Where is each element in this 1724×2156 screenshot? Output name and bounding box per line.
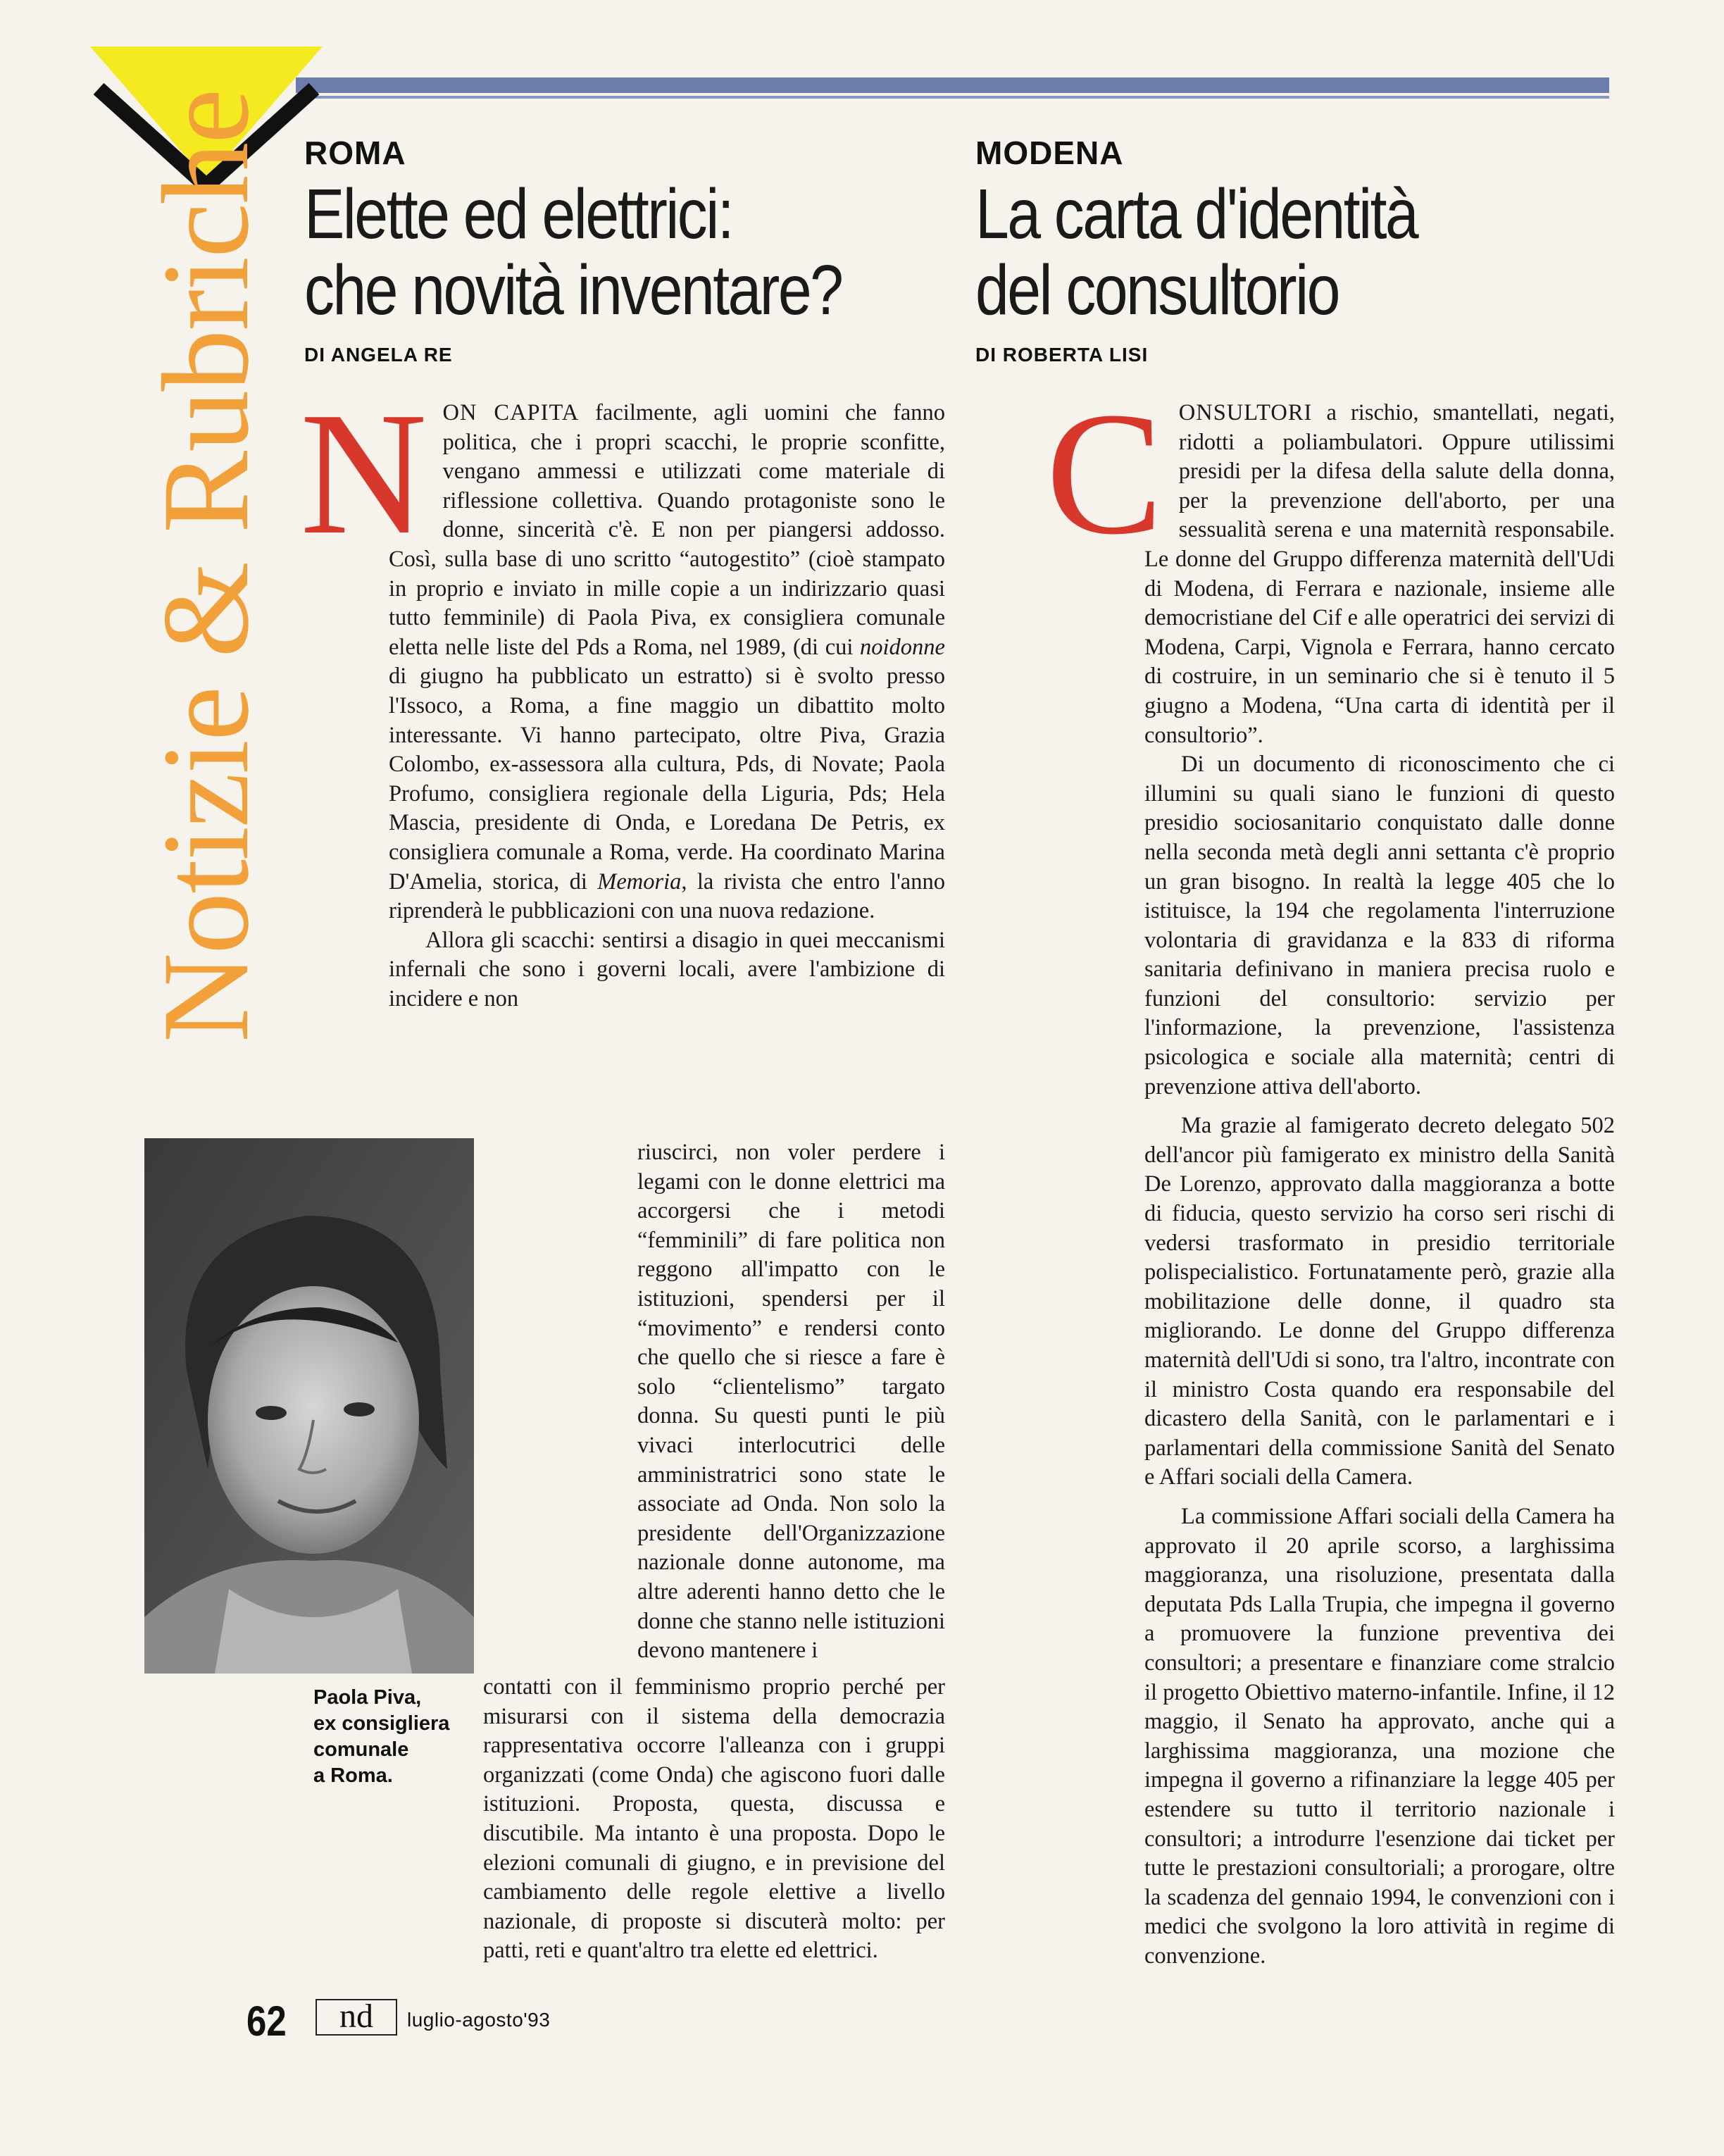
magazine-logo: nd — [316, 1999, 397, 2036]
right-dropcap: C — [1046, 376, 1163, 571]
right-kicker: MODENA — [975, 135, 1124, 171]
photo-caption — [313, 1685, 475, 1789]
left-para2-middle: riuscirci, non voler perdere i legami con le donne elettrici ma accorgersi che i metodi “femminili” di fare politica non reggono all'impatto con le istituzioni, spendersi per il “movimento” e rendersi conto che quello che si riesce a fare è solo “clientelismo” targato donna. Su questi punti le più vivaci interlocutrici delle amministratrici sono state le associate ad Onda. Non solo la presidente dell'Organizzazione nazionale donne autonome, ma altre aderenti hanno detto che le donne che stanno nelle istituzioni devono mantenere i — [637, 1140, 945, 1664]
portrait-photo — [144, 1138, 474, 1674]
right-headline-line1: La carta d'identità — [975, 175, 1418, 254]
photo-caption-line3: comunale — [313, 1738, 409, 1761]
left-kicker: ROMA — [304, 135, 406, 171]
right-byline: DI ROBERTA LISI — [975, 344, 1149, 366]
left-lead-italic: noidonne — [860, 634, 945, 660]
left-lead-text3: , la rivista che entro l'anno riprenderà le pubblicazioni con una nuova redazione. — [389, 868, 945, 924]
section-label: Notizie & Rubriche — [137, 89, 275, 1042]
left-article-body-bottom — [483, 1673, 945, 1966]
photo-caption-line4: a Roma. — [313, 1764, 393, 1787]
right-article-body — [1046, 376, 1615, 1971]
left-para2-end: contatti con il femminismo proprio perché per misurarsi con il sistema della democrazia rappresentativa occorre l'alleanza con i gruppi organizzati (come Onda) che agiscono fuori dalle istituzioni. Proposta, questa, discussa e discutibile. Ma intanto è una proposta. Dopo le elezioni comunali di giugno, e in previsione del cambiamento delle regole elettive a livello nazionale, di proposte si discuterà molto: per patti, reti e quant'altro tra elette ed elettrici. — [483, 1674, 945, 1964]
right-headline-line2: del consultorio — [975, 251, 1339, 330]
left-lead-paragraph — [300, 376, 945, 926]
right-lead-paragraph — [1046, 376, 1615, 750]
right-para3: Ma grazie al famigerato decreto delegato 502 dell'ancor più famigerato ex ministro della Sanità De Lorenzo, approvato dalla maggioranza a botte di fiducia, questo servizio ha corso seri rischi di vedersi trasformato in presidio territoriale polispecialistico. Fortunatamente però, grazie alla mobilitazione delle donne, il quadro sta migliorando. Le donne del Gruppo differenza maternità dell'Udi si sono, tra l'altro, incontrate con il ministro Costa quando era responsabile del dicastero della Sanità, con le parlamentari e i parlamentari della commissione Sanità del Senato e Affari sociali della Camera. — [1144, 1113, 1615, 1490]
left-byline: DI ANGELA RE — [304, 344, 453, 366]
left-article-body-top — [300, 376, 945, 1014]
left-dropcap: N — [300, 376, 427, 571]
left-headline-line2: che novità inventare? — [304, 251, 842, 330]
left-lead-smallcaps: ON CAPITA — [442, 400, 580, 425]
left-para2-start: Allora gli scacchi: sentirsi a disagio in quei meccanismi infernali che sono i governi locali, avere l'ambizione di incidere e non — [389, 927, 945, 1011]
right-para4: La commissione Affari sociali della Camera ha approvato il 20 aprile scorso, a larghissima maggioranza, una risoluzione, presentata dalla deputata Pds Lalla Trupia, che impegna il governo a promuovere la funzione preventiva dei consultori; a presentare e finanziare come stralcio il progetto Obiettivo materno-infantile. Infine, il 12 maggio, il Senato ha approvato, anche qui a larghissima maggioranza, una mozione che impegna il governo a rifinanziare la legge 405 per estendere su tutto il territorio nazionale i consultori; a introdurre l'esenzione dai ticket per tutte le prestazioni consultoriali; a prorogare, oltre la scadenza del gennaio 1994, le convenzioni con i medici che svolgono la loro attività in regime di convenzione. — [1144, 1503, 1615, 1969]
photo-caption-line1: Paola Piva, — [313, 1686, 422, 1709]
right-lead-smallcaps: ONSULTORI — [1178, 400, 1313, 425]
page-number: 62 — [246, 1998, 287, 2045]
left-article-body-beside-photo — [637, 1138, 945, 1666]
left-headline-line1: Elette ed elettrici: — [304, 175, 733, 254]
issue-date: luglio-agosto'93 — [407, 2009, 551, 2031]
right-lead-text: a rischio, smantellati, negati, ridotti a poliambulatori. Oppure utilissimi presidi per la difesa della salute della donna, per la prevenzione dell'aborto, per una sessualità serena e una maternità responsabile. Le donne del Gruppo differenza maternità dell'Udi di Modena, di Ferrara e nazionale, insieme alle democristiane del Cif e alle operatrici dei servizi di Modena, Carpi, Vignola e Ferrara, hanno cercato di costruire, in un seminario che si è tenuto il 5 giugno a Modena, “Una carta di identità per il consultorio”. — [1144, 400, 1615, 748]
top-color-bar — [296, 77, 1609, 93]
right-para2: Di un documento di riconoscimento che ci illumini su quali siano le funzioni di questo presidio sociosanitario conquistato dalle donne nella seconda metà degli anni settanta c'è proprio un gran bisogno. In realtà la legge 405 che lo istituisce, la 194 che regolamenta l'interruzione volontaria di gravidanza e la 833 di riforma sanitaria definivano in maniera precisa ruolo e funzioni del consultorio: servizio per l'informazione, la prevenzione, l'assistenza psicologica e sociale alla maternità; centri di prevenzione attiva dell'aborto. — [1144, 752, 1615, 1099]
top-color-bar-thin — [296, 96, 1609, 99]
left-lead-italic2: Memoria — [597, 868, 682, 895]
left-lead-text2: di giugno ha pubblicato un estratto) si è svolto presso l'Issoco, a Roma, a fine maggio un dibattito molto interessante. Vi hanno partecipato, oltre Piva, Grazia Colombo, ex-assessora alla cultura, Pds, di Novate; Paola Profumo, consigliera regionale della Liguria, Pds; Hela Mascia, presidente di Onda, e Loredana De Petris, ex consigliera comunale a Roma, verde. Ha coordinato Marina D'Amelia, storica, di — [389, 663, 945, 895]
photo-caption-line2: ex consigliera — [313, 1712, 450, 1735]
left-lead-text: facilmente, agli uomini che fanno politica, che i propri scacchi, le proprie sconfitte, vengano ammessi e utilizzati come materiale di riflessione collettiva. Quando protagoniste sono le donne, sincerità c'è. E non per piangersi addosso. Così, sulla base di uno scritto “autogestito” (cioè stampato in proprio e inviato in mille copie a un indirizzario quasi tutto femminile) di Paola Piva, ex consigliera comunale eletta nelle liste del Pds a Roma, nel 1989, (di cui — [389, 400, 945, 660]
